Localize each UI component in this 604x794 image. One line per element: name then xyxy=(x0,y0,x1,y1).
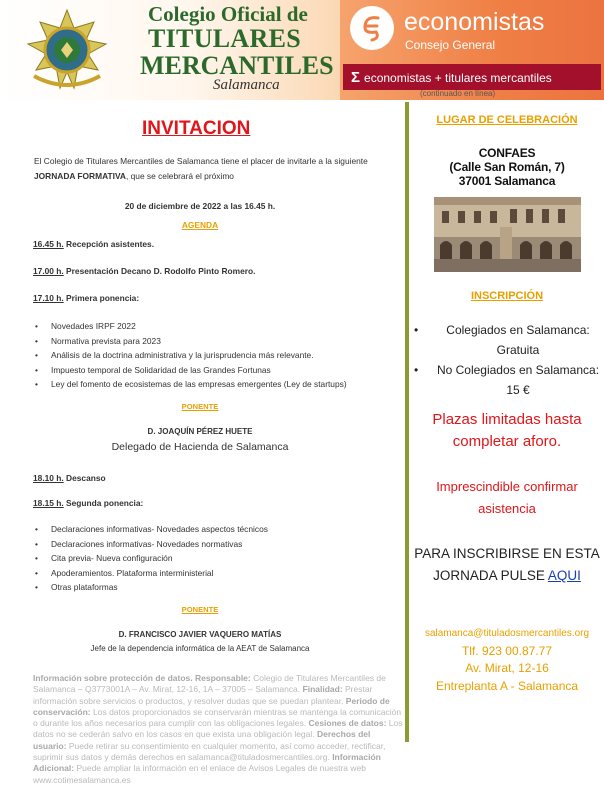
list-item: • No Colegiados en Salamanca: 15 € xyxy=(410,360,604,400)
agenda-item: 17.10 h. Primera ponencia: xyxy=(33,293,140,303)
header-banner xyxy=(0,0,604,100)
list-item: • Colegiados en Salamanca: Gratuita xyxy=(410,320,604,360)
contact-phone: Tlf. 923 00.87.77 xyxy=(461,643,553,658)
agenda-item: 18.15 h. Segunda ponencia: xyxy=(33,498,144,508)
college-banner xyxy=(0,0,340,100)
contact-block xyxy=(410,625,604,695)
registration-call: PARA INSCRIBIRSE EN ESTA JORNADA PULSE AQUI xyxy=(414,546,600,583)
column-divider xyxy=(405,102,409,742)
contact-address: Entreplanta A - Salamanca xyxy=(435,678,579,693)
lugar-heading: LUGAR DE CELEBRACIÓN xyxy=(436,114,578,126)
venue-block xyxy=(410,146,604,188)
legal-notice: Información sobre protección de datos. Responsable: Colegio de Titulares Mercantiles de Salamanca – Q3773001A – Av. Mirat, 12-16, 1A – 37005 – Salamanca. Finalidad: Prestar información sobre servicios o productos, y resolver dudas que se puedan plantear. Periodo de conservación: Los datos proporcionados se conservarán mientras se mantenga la comunicación o durante los años necesarios para cumplir con las obligaciones legales. Cesiones de datos: Los datos no se cederán salvo en los casos en que exista una obligación legal. Derechos del usuario: Puede retirar su consentimiento en cualquier momento, así como acceder, rectificar, suprimir sus datos y demás derechos en salamanca@tituladosmercantiles.org. Información Adicional: Puede ampliar la información en el enlace de Avisos Legales de nuestra web www.cotimesalamanca.es xyxy=(33,673,403,785)
event-date: 20 de diciembre de 2022 a las 16.45 h. xyxy=(124,201,276,211)
list-item: • Impuesto temporal de Solidaridad de las Grandes Fortunas xyxy=(33,363,347,378)
venue-name: CONFAES xyxy=(478,146,536,160)
economistas-logo-icon xyxy=(350,6,394,50)
list-item: • Otras plataformas xyxy=(33,580,268,595)
agenda-item: 16.45 h. Recepción asistentes. xyxy=(33,239,155,249)
brand-subtitle: Consejo General xyxy=(405,38,496,52)
ponencia2-list xyxy=(33,522,268,595)
brand-bar xyxy=(343,64,601,90)
ponente-heading: PONENTE xyxy=(181,605,219,614)
aqui-link[interactable]: AQUI xyxy=(547,568,581,583)
brand-bar-text: economistas + titulares mercantiles xyxy=(364,71,552,85)
ponente1-role: Delegado de Hacienda de Salamanca xyxy=(111,441,289,453)
ponencia1-list xyxy=(33,319,347,392)
list-item: • Análisis de la doctrina administrativa y la jurisprudencia más relevante. xyxy=(33,348,347,363)
page-title: INVITACION xyxy=(142,118,251,139)
venue-address: (Calle San Román, 7) xyxy=(449,160,565,174)
plazas-notice: Plazas limitadas hasta completar aforo. xyxy=(432,411,582,450)
list-item: • Declaraciones informativas- Novedades normativas xyxy=(33,537,268,552)
list-item: • Declaraciones informativas- Novedades aspectos técnicos xyxy=(33,522,268,537)
list-item: • Apoderamientos. Plataforma interministerial xyxy=(33,566,268,581)
confirm-notice: Imprescindible confirmar asistencia xyxy=(436,479,578,516)
list-item: • Ley del fomento de ecosistemas de las empresas emergentes (Ley de startups) xyxy=(33,377,347,392)
agenda-heading: AGENDA xyxy=(181,220,219,230)
jornada-formativa: JORNADA FORMATIVA xyxy=(34,171,126,181)
college-name-line2: TITULARES xyxy=(148,24,301,53)
ponente1-name: D. JOAQUÍN PÉREZ HUETE xyxy=(147,427,253,436)
inscripcion-heading: INSCRIPCIÓN xyxy=(470,290,544,302)
brand-name: economistas xyxy=(404,8,545,36)
intro-text: El Colegio de Titulares Mercantiles de Salamanca tiene el placer de invitarle a la siguiente JORNADA FORMATIVA, que se celebrará el próximo xyxy=(34,156,368,181)
ponente2-role: Jefe de la dependencia informática de la AEAT de Salamanca xyxy=(90,644,310,653)
contact-email[interactable]: salamanca@tituladosmercantiles.org xyxy=(424,628,590,639)
ponente2-name: D. FRANCISCO JAVIER VAQUERO MATÍAS xyxy=(118,630,282,639)
college-name-line3: MERCANTILES xyxy=(140,51,334,80)
list-item: • Normativa prevista para 2023 xyxy=(33,334,347,349)
list-item: • Cita previa- Nueva configuración xyxy=(33,551,268,566)
college-city: Salamanca xyxy=(213,77,280,93)
college-name-line1: Colegio Oficial de xyxy=(148,2,308,26)
agenda-item: 17.00 h. Presentación Decano D. Rodolfo Pinto Romero. xyxy=(33,266,256,276)
fees-list xyxy=(410,320,604,400)
brand-small-text: (continuado en línea) xyxy=(420,89,496,98)
agenda-item: 18.10 h. Descanso xyxy=(33,473,106,483)
venue-city: 37001 Salamanca xyxy=(458,174,556,188)
college-crest-icon xyxy=(12,6,122,96)
sigma-icon: Σ xyxy=(351,69,361,86)
ponente-heading: PONENTE xyxy=(181,402,219,411)
list-item: • Novedades IRPF 2022 xyxy=(33,319,347,334)
contact-address: Av. Mirat, 12-16 xyxy=(465,661,549,675)
venue-photo-image xyxy=(434,197,581,272)
